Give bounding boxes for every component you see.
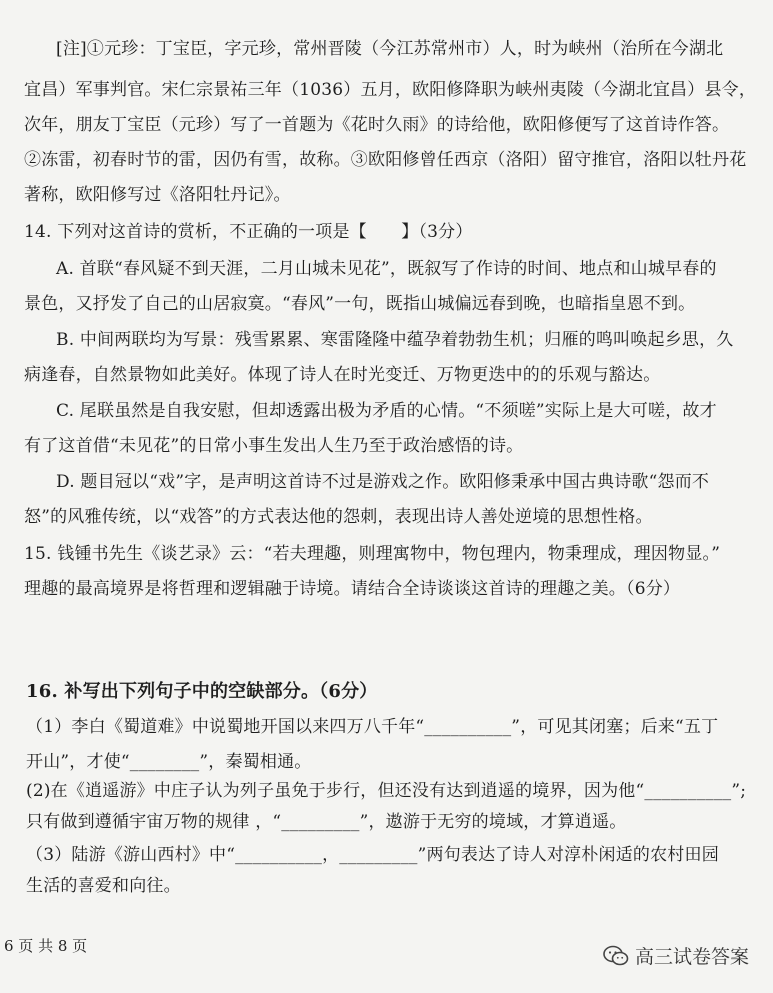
watermark-text: 高三试卷答案 (635, 946, 750, 968)
q16-line-5: （3）陆游《游山西村》中“__________，_________”两句表达了诗人对淳朴闲适的农村田园 (26, 845, 719, 865)
q16-line-2: 开山”，才使“________”，秦蜀相通。 (26, 752, 312, 772)
q14-option-c-line-2: 有了这首借“未见花”的日常小事生发出人生乃至于政治感悟的诗。 (24, 436, 524, 456)
q16-title: 16. 补写出下列句子中的空缺部分。（6分） (26, 681, 378, 702)
q15-line-2: 理趣的最高境界是将哲理和逻辑融于诗境。请结合全诗谈谈这首诗的理趣之美。（6分） (24, 579, 681, 599)
q14-option-b-line-1: B. 中间两联均为写景：残雪累累、寒雷隆隆中蕴孕着勃勃生机；归雁的鸣叫唤起乡思，久 (56, 330, 734, 350)
wechat-icon (603, 945, 629, 967)
note-line-1: [注]①元珍：丁宝臣，字元珍，常州晋陵（今江苏常州市）人，时为峡州（治所在今湖北 (56, 39, 724, 59)
note-line-5: 著称，欧阳修写过《洛阳牡丹记》。 (24, 185, 291, 205)
q16-line-3: (2)在《逍遥游》中庄子认为列子虽免于步行，但还没有达到逍遥的境界，因为他“__________”; (26, 781, 747, 801)
note-line-3: 次年，朋友丁宝臣（元珍）写了一首题为《花时久雨》的诗给他，欧阳修便写了这首诗作答。 (24, 115, 730, 135)
q16-line-1: （1）李白《蜀道难》中说蜀地开国以来四万八千年“__________”，可见其闭塞；后来“五丁 (26, 717, 719, 737)
q16-line-4: 只有做到遵循宇宙万物的规律 ，“_________”，遨游于无穷的境域，才算逍遥。 (26, 812, 627, 832)
page-number: 6 页 共 8 页 (4, 937, 88, 955)
watermark (603, 942, 749, 969)
q14-option-a-line-2: 景色，又抒发了自己的山居寂寞。“春风”一句，既指山城偏远春到晚，也暗指皇恩不到。 (24, 294, 696, 314)
q14-option-d-line-2: 怒”的风雅传统，以“戏答”的方式表达他的怨刺，表现出诗人善处逆境的思想性格。 (24, 507, 653, 527)
note-line-2: 宜昌）军事判官。宋仁宗景祐三年（1036）五月，欧阳修降职为峡州夷陵（今湖北宜昌）县令， (24, 80, 757, 100)
q14-stem: 14. 下列对这首诗的赏析，不正确的一项是【 】（3分） (24, 222, 473, 242)
note-line-4: ②冻雷，初春时节的雷，因仍有雪，故称。③欧阳修曾任西京（洛阳）留守推官，洛阳以牡丹花 (24, 150, 747, 170)
q14-option-b-line-2: 病逢春，自然景物如此美好。体现了诗人在时光变迁、万物更迭中的的乐观与豁达。 (24, 365, 661, 385)
q15-line-1: 15. 钱锺书先生《谈艺录》云：“若夫理趣，则理寓物中，物包理内，物秉理成，理因物显。” (24, 544, 721, 564)
q14-option-d-line-1: D. 题目冠以“戏”字，是声明这首诗不过是游戏之作。欧阳修秉承中国古典诗歌“怨而不 (56, 472, 710, 492)
q14-option-a-line-1: A. 首联“春风疑不到天涯，二月山城未见花”，既叙写了作诗的时间、地点和山城早春的 (56, 259, 717, 279)
q16-line-6: 生活的喜爱和向往。 (26, 876, 181, 896)
q14-option-c-line-1: C. 尾联虽然是自我安慰，但却透露出极为矛盾的心情。“不须嗟”实际上是大可嗟，故才 (56, 401, 717, 421)
